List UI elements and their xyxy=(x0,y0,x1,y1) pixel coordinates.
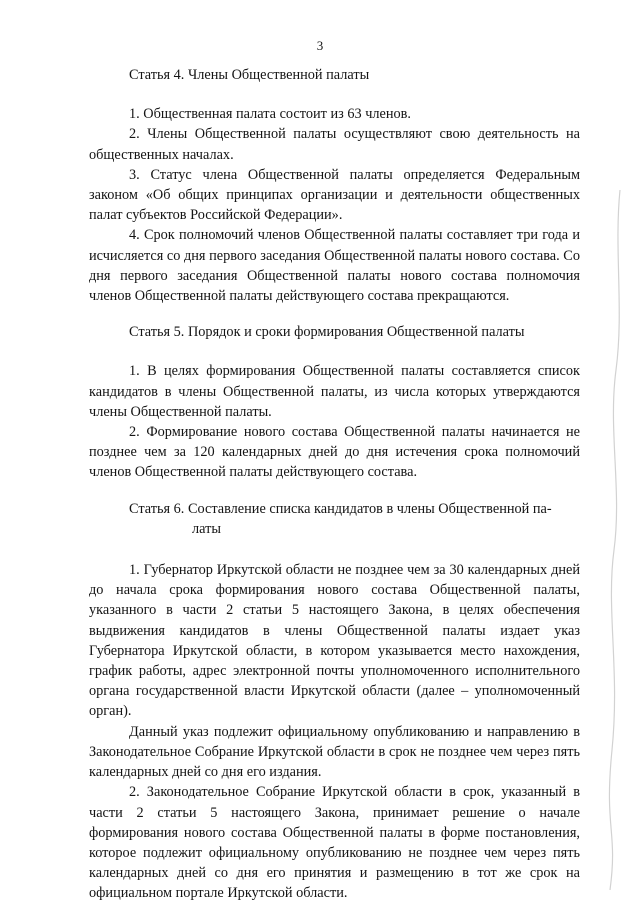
paragraph: 2. Формирование нового состава Общественной палаты начинается не позднее чем за 120 календарных дней до дня истечения срока полномочий членов Общественной палаты действующего состава. xyxy=(89,424,580,481)
paragraph: 2. Законодательное Собрание Иркутской области в срок, указанный в части 2 статьи 5 настоящего Закона, принимает решение о начале формирования нового состава Общественной палаты в форме постановления, которое подлежит официальному опубликованию не позднее чем через пять календарных дней со дня его принятия и размещению в тот же срок на официальном портале Иркутской области. xyxy=(89,784,580,902)
paragraph: 4. Срок полномочий членов Общественной палаты составляет три года и исчисляется со дня первого заседания Общественной палаты нового состава. Со дня первого заседания Общественной палаты нового состава полномочия членов Общественной палаты действующего состава прекращаются. xyxy=(89,227,580,305)
article-heading-line: Статья 6. Составление списка кандидатов в члены Общественной па- xyxy=(129,500,552,517)
page-number: 3 xyxy=(316,38,324,53)
paragraph: 1. Общественная палата состоит из 63 членов. xyxy=(129,106,412,123)
paragraph: 3. Статус члена Общественной палаты определяется Федеральным законом «Об общих принципах организации и деятельности общественных палат субъектов Российской Федерации». xyxy=(89,166,580,224)
article-heading-line: латы xyxy=(192,520,221,537)
paragraph: 1. Губернатор Иркутской области не позднее чем за 30 календарных дней до начала срока формирования нового состава Общественной палаты, указанного в части 2 статьи 5 настоящего Закона, в целях обеспечения выдвижения кандидатов в члены Общественной палаты издает указ Губернатора Иркутской области, в котором указывается место нахождения, график работы, адрес электронной почты уполномоченного исполнительного органа государственной власти Иркутской области (далее – уполномоченный орган). xyxy=(89,562,580,720)
article-heading: Статья 5. Порядок и сроки формирования Общественной палаты xyxy=(129,324,525,341)
article-5 xyxy=(89,322,580,482)
article-heading xyxy=(89,499,580,539)
margin-scribble xyxy=(600,190,630,890)
paragraph: Данный указ подлежит официальному опубликованию и направлению в Законодательное Собрание Иркутской области в срок не позднее чем через пять календарных дней со дня его издания. xyxy=(89,723,580,781)
document-body xyxy=(89,57,580,904)
article-heading: Статья 4. Члены Общественной палаты xyxy=(129,67,370,83)
article-6 xyxy=(89,499,580,904)
paragraph: 1. В целях формирования Общественной палаты составляется список кандидатов в члены Общественной палаты, из числа которых утверждаются члены Общественной палаты. xyxy=(89,363,580,420)
paragraph: 2. Члены Общественной палаты осуществляют свою деятельность на общественных началах. xyxy=(89,126,580,163)
article-4 xyxy=(89,65,580,306)
